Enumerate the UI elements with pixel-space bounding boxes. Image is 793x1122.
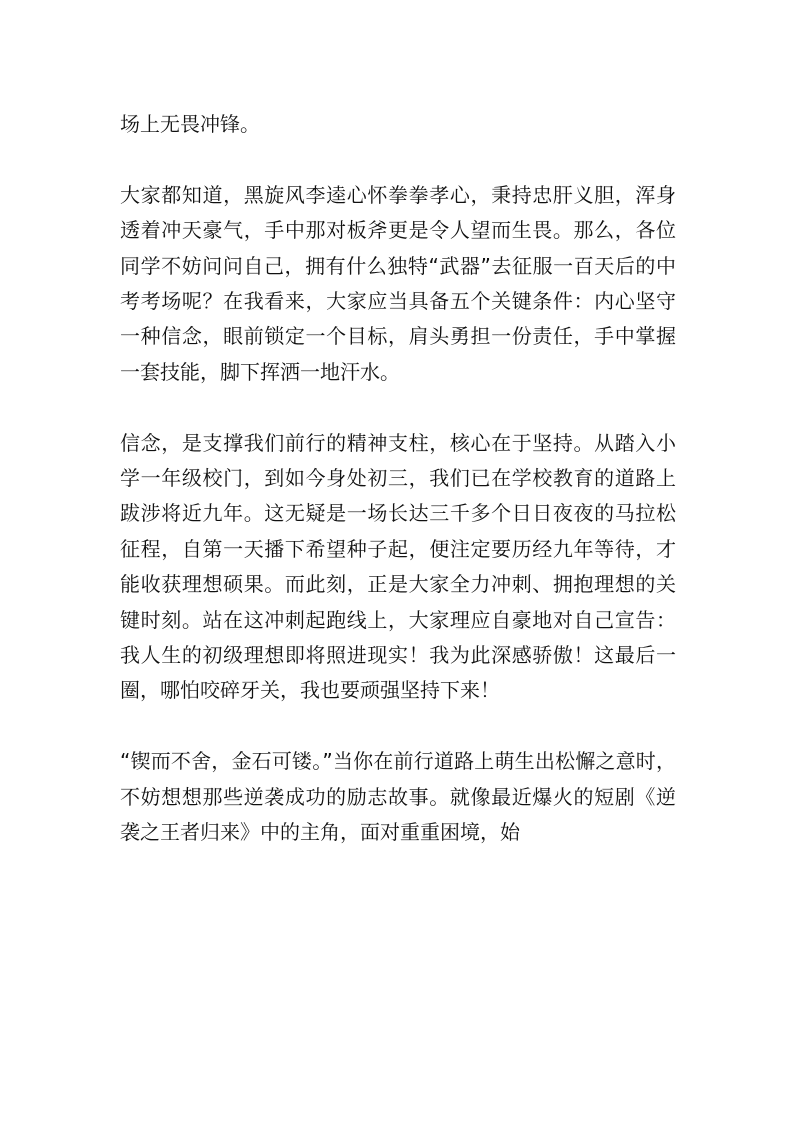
paragraph-4: “锲而不舍，金石可镂。”当你在前行道路上萌生出松懈之意时，不妨想想那些逆袭成功的励志故事。就像最近爆火的短剧《逆袭之王者归来》中的主角，面对重重困境，始 — [120, 749, 676, 845]
paragraph-2: 大家都知道，黑旋风李逵心怀拳拳孝心，秉持忠肝义胆，浑身透着冲天豪气，手中那对板斧更是令人望而生畏。那么，各位同学不妨问问自己，拥有什么独特“武器”去征服一百天后的中考考场呢？在我看来，大家应当具备五个关键条件：内心坚守一种信念，眼前锁定一个目标，肩头勇担一份责任，手中掌握一套技能，脚下挥洒一地汗水。 — [120, 182, 676, 384]
paragraph-1: 场上无畏冲锋。 — [120, 112, 260, 136]
paragraph-3: 信念，是支撑我们前行的精神支柱，核心在于坚持。从踏入小学一年级校门，到如今身处初三，我们已在学校教育的道路上跋涉将近九年。这无疑是一场长达三千多个日日夜夜的马拉松征程，自第一天播下希望种子起，便注定要历经九年等待，才能收获理想硕果。而此刻，正是大家全力冲刺、拥抱理想的关键时刻。站在这冲刺起跑线上，大家理应自豪地对自己宣告：我人生的初级理想即将照进现实！我为此深感骄傲！这最后一圈，哪怕咬碎牙关，我也要顽强坚持下来！ — [120, 430, 676, 703]
document-body — [120, 107, 676, 886]
